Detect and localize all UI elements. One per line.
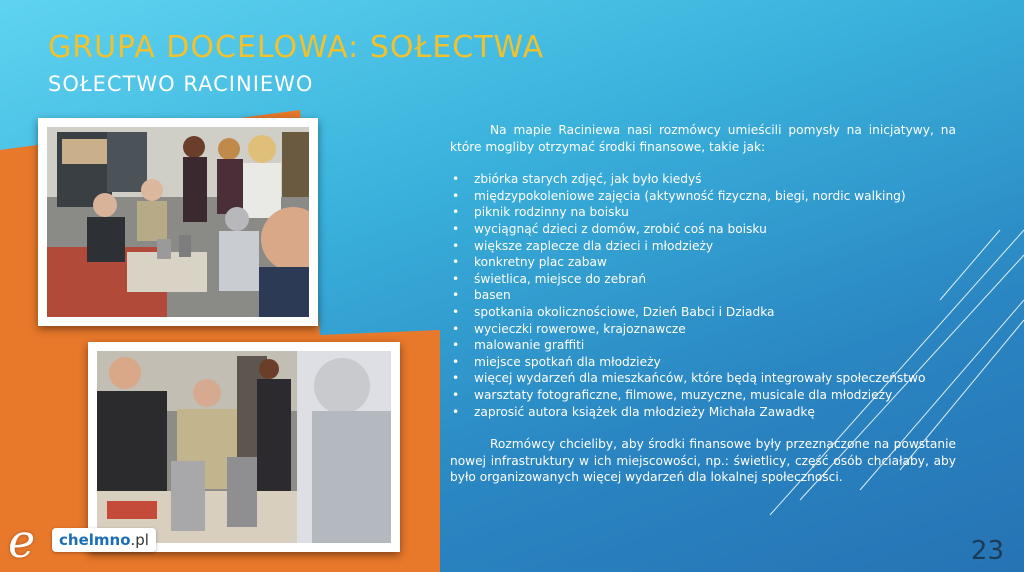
photo-group-selfie-image xyxy=(47,127,309,317)
list-item: • spotkania okolicznościowe, Dzień Babci i Dziadka xyxy=(450,304,956,321)
photo-residents-table xyxy=(88,342,400,552)
list-item: • basen xyxy=(450,287,956,304)
list-item: • wyciągnąć dzieci z domów, zrobić coś na boisku xyxy=(450,221,956,238)
photo-residents-image xyxy=(97,351,391,543)
page-number: 23 xyxy=(970,536,1004,566)
closing-paragraph: Rozmówcy chcieliby, aby środki finansowe były przeznaczone na powstanie nowej infrastruktury w ich miejscowości, np.: świetlicy, część osób chciałaby, aby było organizowanych więcej wydarzeń dla lokalnej społeczności. xyxy=(450,437,956,485)
intro-paragraph: Na mapie Raciniewa nasi rozmówcy umieścili pomysły na inicjatywy, na które mogliby otrzymać środki finansowe, takie jak: xyxy=(450,123,956,154)
ideas-list xyxy=(450,171,956,420)
content-text xyxy=(450,122,956,486)
list-item: • międzypokoleniowe zajęcia (aktywność fizyczna, biegi, nordic walking) xyxy=(450,188,956,205)
watermark-domain: .pl xyxy=(130,531,149,549)
photo-group-meeting xyxy=(38,118,318,326)
slide-subtitle: SOŁECTWO RACINIEWO xyxy=(48,72,314,96)
list-item: • konkretny plac zabaw xyxy=(450,254,956,271)
list-item: • więcej wydarzeń dla mieszkańców, które będą integrowały społeczeństwo xyxy=(450,370,956,387)
slide-title: GRUPA DOCELOWA: SOŁECTWA xyxy=(48,30,545,65)
watermark-brand-box xyxy=(52,528,156,552)
list-item: • większe zaplecze dla dzieci i młodzieży xyxy=(450,238,956,255)
list-item: • piknik rodzinny na boisku xyxy=(450,204,956,221)
list-item: • miejsce spotkań dla młodzieży xyxy=(450,354,956,371)
watermark-e-letter: e xyxy=(8,514,36,568)
list-item: • zaprosić autora książek dla młodzieży Michała Zawadkę xyxy=(450,404,956,421)
list-item: • świetlica, miejsce do zebrań xyxy=(450,271,956,288)
watermark-logo[interactable] xyxy=(8,514,208,568)
list-item: • zbiórka starych zdjęć, jak było kiedyś xyxy=(450,171,956,188)
list-item: • malowanie graffiti xyxy=(450,337,956,354)
list-item: • warsztaty fotograficzne, filmowe, muzyczne, musicale dla młodzieży xyxy=(450,387,956,404)
watermark-brand: chelmno xyxy=(59,531,131,549)
list-item: • wycieczki rowerowe, krajoznawcze xyxy=(450,321,956,338)
